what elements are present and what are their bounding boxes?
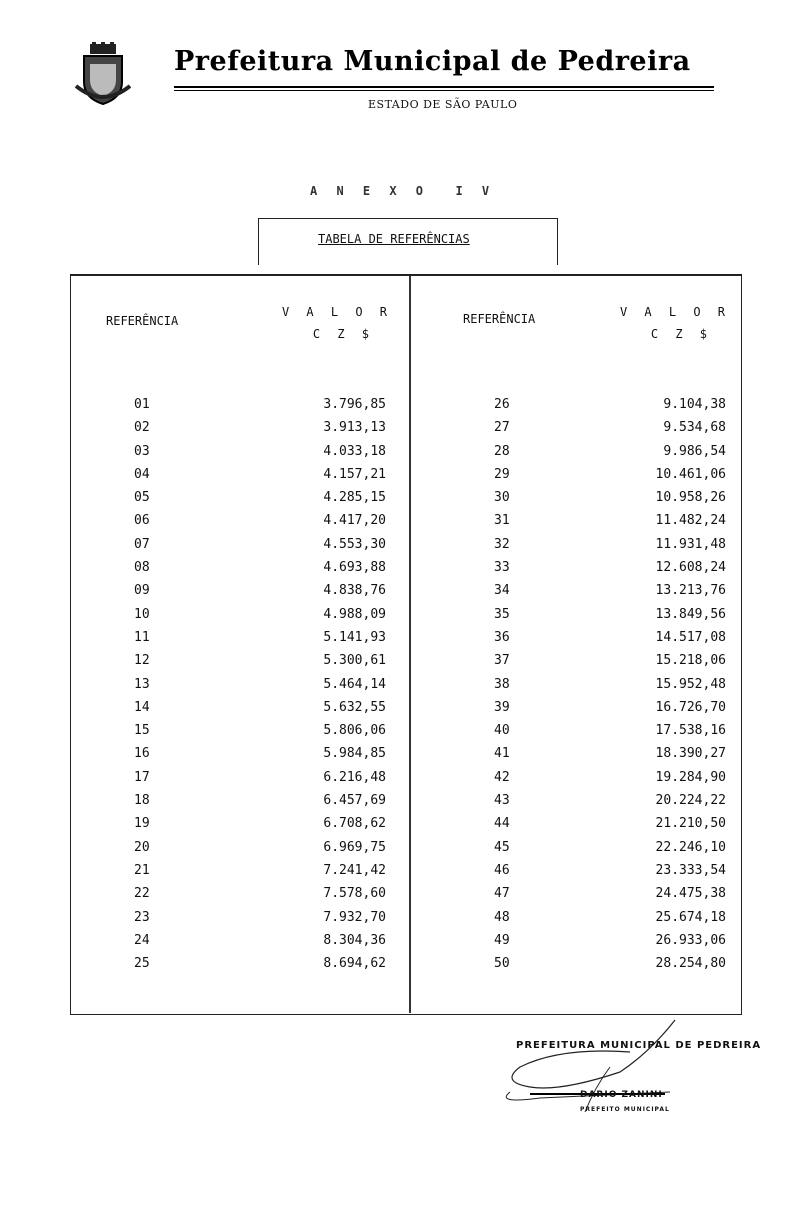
- reference-number: 03: [134, 443, 150, 459]
- reference-value: 16.726,70: [655, 699, 726, 715]
- table-row: [134, 952, 386, 975]
- reference-number: 35: [494, 606, 510, 622]
- annex-heading: A N E X O I V: [310, 184, 496, 198]
- table-row: [134, 812, 386, 835]
- reference-value: 11.482,24: [655, 513, 726, 529]
- reference-value: 3.796,85: [323, 397, 386, 412]
- reference-value: 9.986,54: [663, 443, 726, 459]
- table-row: [494, 836, 726, 859]
- reference-number: 10: [134, 606, 150, 622]
- reference-number: 38: [494, 676, 510, 692]
- reference-number: 29: [494, 466, 510, 482]
- reference-number: 14: [134, 699, 150, 715]
- reference-number: 02: [134, 420, 150, 436]
- table-row: [494, 952, 726, 975]
- reference-value: 5.806,06: [323, 723, 386, 739]
- reference-number: 44: [494, 816, 510, 832]
- header-currency-right: C Z $: [650, 327, 712, 341]
- reference-number: 33: [494, 560, 510, 576]
- table-row: [494, 673, 726, 696]
- reference-number: 37: [494, 653, 510, 669]
- reference-number: 46: [494, 862, 510, 878]
- page-title: Prefeitura Municipal de Pedreira: [174, 46, 691, 77]
- reference-value: 9.534,68: [663, 420, 726, 436]
- reference-number: 06: [134, 513, 150, 529]
- reference-number: 12: [134, 653, 150, 669]
- reference-number: 17: [134, 769, 150, 785]
- reference-value: 6.708,62: [323, 816, 386, 832]
- table-row: [134, 509, 386, 532]
- table-row: [134, 719, 386, 742]
- reference-number: 27: [494, 420, 510, 436]
- reference-value: 15.218,06: [655, 653, 726, 669]
- table-row: [494, 509, 726, 532]
- table-row: [494, 533, 726, 556]
- reference-value: 13.213,76: [655, 583, 726, 599]
- table-row: [134, 836, 386, 859]
- table-row: [494, 766, 726, 789]
- reference-value: 22.246,10: [655, 839, 726, 855]
- table-row: [494, 859, 726, 882]
- reference-number: 15: [134, 723, 150, 739]
- table-row: [494, 486, 726, 509]
- reference-value: 19.284,90: [655, 769, 726, 785]
- reference-value: 15.952,48: [655, 676, 726, 692]
- reference-number: 41: [494, 746, 510, 762]
- reference-value: 24.475,38: [655, 886, 726, 902]
- reference-number: 32: [494, 536, 510, 552]
- reference-value: 6.969,75: [323, 839, 386, 855]
- reference-number: 50: [494, 956, 510, 972]
- reference-number: 20: [134, 839, 150, 855]
- table-row: [134, 486, 386, 509]
- reference-number: 13: [134, 676, 150, 692]
- official-stamp: PREFEITURA MUNICIPAL DE PEDREIRA: [516, 1040, 762, 1051]
- reference-number: 34: [494, 583, 510, 599]
- table-row: [134, 626, 386, 649]
- reference-value: 10.461,06: [655, 466, 726, 482]
- reference-value: 12.608,24: [655, 560, 726, 576]
- table-row: [134, 649, 386, 672]
- header-reference-right: REFERÊNCIA: [463, 312, 536, 326]
- table-row: [134, 533, 386, 556]
- reference-value: 4.285,15: [323, 490, 386, 506]
- reference-number: 39: [494, 699, 510, 715]
- table-row: [494, 719, 726, 742]
- reference-number: 07: [134, 536, 150, 552]
- reference-value: 7.932,70: [323, 909, 386, 925]
- reference-number: 36: [494, 629, 510, 645]
- reference-value: 6.457,69: [323, 793, 386, 809]
- reference-number: 21: [134, 862, 150, 878]
- reference-number: 05: [134, 490, 150, 506]
- table-row: [134, 929, 386, 952]
- reference-value: 9.104,38: [663, 397, 726, 412]
- reference-value: 13.849,56: [655, 606, 726, 622]
- reference-value: 5.300,61: [323, 653, 386, 669]
- reference-value: 10.958,26: [655, 490, 726, 506]
- reference-value: 5.464,14: [323, 676, 386, 692]
- reference-value: 18.390,27: [655, 746, 726, 762]
- reference-value: 5.141,93: [323, 629, 386, 645]
- reference-number: 48: [494, 909, 510, 925]
- header-value-right: V A L O R: [619, 305, 730, 319]
- table-row: [134, 906, 386, 929]
- reference-value: 28.254,80: [655, 956, 726, 972]
- reference-value: 4.033,18: [323, 443, 386, 459]
- table-row: [134, 579, 386, 602]
- reference-number: 18: [134, 793, 150, 809]
- reference-value: 4.838,76: [323, 583, 386, 599]
- table-row: [134, 882, 386, 905]
- reference-number: 42: [494, 769, 510, 785]
- signer-role: PREFEITO MUNICIPAL: [580, 1106, 670, 1113]
- reference-value: 4.693,88: [323, 560, 386, 576]
- reference-number: 43: [494, 793, 510, 809]
- state-subtitle: ESTADO DE SÃO PAULO: [368, 98, 518, 111]
- table-row: [494, 440, 726, 463]
- reference-number: 04: [134, 466, 150, 482]
- reference-value: 11.931,48: [655, 536, 726, 552]
- table-row: [494, 463, 726, 486]
- reference-value: 7.578,60: [323, 886, 386, 902]
- table-row: [134, 556, 386, 579]
- reference-number: 47: [494, 886, 510, 902]
- reference-value: 21.210,50: [655, 816, 726, 832]
- reference-value: 17.538,16: [655, 723, 726, 739]
- reference-number: 01: [134, 397, 150, 412]
- reference-value: 8.694,62: [323, 956, 386, 972]
- title-rule: [174, 90, 714, 91]
- table-row: [134, 416, 386, 439]
- reference-value: 26.933,06: [655, 932, 726, 948]
- title-rule: [174, 86, 714, 88]
- reference-value: 20.224,22: [655, 793, 726, 809]
- table-row: [494, 579, 726, 602]
- right-rows: [494, 393, 726, 975]
- reference-value: 6.216,48: [323, 769, 386, 785]
- reference-value: 4.157,21: [323, 466, 386, 482]
- header-reference-left: REFERÊNCIA: [106, 314, 179, 328]
- reference-number: 25: [134, 956, 150, 972]
- reference-value: 4.988,09: [323, 606, 386, 622]
- table-row: [494, 906, 726, 929]
- reference-number: 24: [134, 932, 150, 948]
- table-row: [134, 673, 386, 696]
- left-rows: [134, 393, 386, 975]
- reference-number: 30: [494, 490, 510, 506]
- reference-value: 4.417,20: [323, 513, 386, 529]
- reference-number: 08: [134, 560, 150, 576]
- reference-value: 5.984,85: [323, 746, 386, 762]
- table-row: [494, 603, 726, 626]
- table-row: [494, 393, 726, 416]
- reference-value: 5.632,55: [323, 699, 386, 715]
- reference-value: 3.913,13: [323, 420, 386, 436]
- table-row: [494, 649, 726, 672]
- table-row: [134, 766, 386, 789]
- table-row: [134, 859, 386, 882]
- table-row: [134, 603, 386, 626]
- reference-number: 28: [494, 443, 510, 459]
- reference-number: 49: [494, 932, 510, 948]
- reference-number: 26: [494, 397, 510, 412]
- header-currency-left: C Z $: [312, 327, 374, 341]
- table-row: [134, 789, 386, 812]
- table-row: [494, 882, 726, 905]
- table-title: TABELA DE REFERÊNCIAS: [318, 232, 470, 246]
- table-row: [494, 626, 726, 649]
- municipal-coat-of-arms-icon: [74, 42, 132, 106]
- reference-number: 40: [494, 723, 510, 739]
- reference-value: 7.241,42: [323, 862, 386, 878]
- reference-number: 45: [494, 839, 510, 855]
- reference-number: 22: [134, 886, 150, 902]
- table-row: [134, 696, 386, 719]
- table-row: [494, 789, 726, 812]
- reference-value: 8.304,36: [323, 932, 386, 948]
- table-row: [494, 929, 726, 952]
- table-row: [494, 742, 726, 765]
- table-row: [134, 742, 386, 765]
- reference-number: 23: [134, 909, 150, 925]
- table-row: [494, 416, 726, 439]
- reference-number: 16: [134, 746, 150, 762]
- reference-value: 14.517,08: [655, 629, 726, 645]
- column-divider: [409, 276, 411, 1013]
- signature-scribble: [500, 1012, 700, 1132]
- table-row: [494, 556, 726, 579]
- reference-number: 11: [134, 629, 150, 645]
- reference-number: 31: [494, 513, 510, 529]
- header-value-left: V A L O R: [281, 305, 392, 319]
- reference-value: 25.674,18: [655, 909, 726, 925]
- table-row: [494, 696, 726, 719]
- reference-number: 19: [134, 816, 150, 832]
- table-row: [134, 440, 386, 463]
- reference-value: 23.333,54: [655, 862, 726, 878]
- reference-number: 09: [134, 583, 150, 599]
- table-row: [134, 463, 386, 486]
- table-row: [134, 393, 386, 416]
- table-row: [494, 812, 726, 835]
- reference-value: 4.553,30: [323, 536, 386, 552]
- signer-name: DARIO ZANINI: [580, 1090, 663, 1100]
